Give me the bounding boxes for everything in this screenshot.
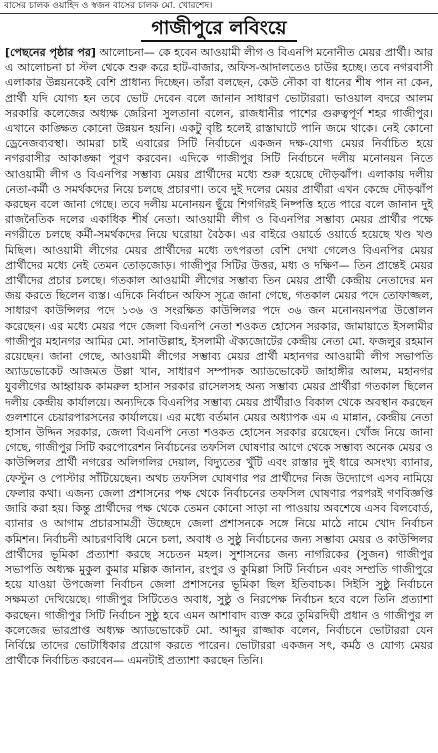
headline-container (0, 16, 438, 42)
continued-from-label: [পেছনের পৃষ্ঠার পর] (5, 46, 96, 59)
article-body (5, 45, 433, 745)
article-text: আলোচনা— কে হবেন আওয়ামী লীগ ও বিএনপি মনোনীত মেয়র প্রার্থী। আর এ আলোচনা চা স্টল থেকে শুরু করে হাট-বাজার, অফিস-আদালতেও চাউর হচ্ছে। তবে নগরবাসী এলাকার উন্নয়নকেই বেশি প্রাধান্য দিচ্ছেন। তাঁরা বলছেন, কেউ নৌকা বা ধানের শীষ পান না কেন, প্রার্থী যদি যোগ্য হন তবে ভোট দেবেন বলে জানান সাধারণ ভোটাররা। ভাওয়াল বদরে আলম সরকারি কলেজের অধ্যক্ষ জেরিনা সুলতানা বলেন, রাজধানীর পাশের গুরুত্বপূর্ণ শহর গাজীপুর। এখানে কাঙ্ক্ষিত কোনো উন্নয়ন হয়নি। একটু বৃষ্টি হলেই রাস্তাঘাটে পানি জমে থাকে। নেই কোনো ড্রেনেজব্যবস্থা। আমরা চাই এবারের সিটি নির্বাচনে একজন দক্ষ-যোগ্য মেয়র নির্বাচিত হয়ে নগরবাসীর আকাঙ্ক্ষা পূরণ করবেন। এদিকে গাজীপুর সিটি নির্বাচনে দলীয় মনোনয়ন নিতে আওয়ামী লীগ ও বিএনপির সম্ভাব্য মেয়র প্রার্থীদের মধ্যে শুরু হয়েছে দৌড়ঝাঁপ। এলাকায় দলীয় নেতা-কর্মী ও সমর্থকদের নিয়ে চলছে প্রচারণা। তবে দুই দলের মেয়র প্রার্থীরা এখন কেন্দ্রে দৌড়ঝাঁপ করছেন বলে জানা গেছে। তবে দলীয় মনোনয়ন ছুঁয়ে শিগগিরই নিষ্পত্তি হতে পারে বলে জানান দুই রাজনৈতিক দলের একাধিক শীর্ষ নেতা। আওয়ামী লীগ ও বিএনপির সম্ভাব্য মেয়র প্রার্থীর পক্ষে নগরীতে চলছে কর্মী-সমর্থকদের নিয়ে ঘরোয়া বৈঠক। এর বাইরে ওয়ার্ডে ওয়ার্ডে হয়েছে খণ্ড খণ্ড মিছিল। আওয়ামী লীগের মেয়র প্রার্থীদের মধ্যে তৎপরতা বেশি দেখা গেলেও বিএনপির মেয়র প্রার্থীদের মধ্যে নেই তেমন তোড়জোড়। গাজীপুর সিটির উত্তর, মধ্য ও দক্ষিণ— তিন প্রান্তেই মেয়র প্রার্থীদের প্রচার চলছে। গতকাল আওয়ামী লীগের সম্ভাব্য তিন মেয়র প্রার্থী কেন্দ্রীয় নেতাদের মন জয় করতে ছিলেন ব্যস্ত। এদিকে নির্বাচন অফিস সূত্রে জানা গেছে, গতকাল মেয়র পদে তোফাজ্জল, সাধারণ কাউন্সিলর পদে ১৩৬ ও সংরক্ষিত কাউন্সিলর পদে ৩৬ জন মনোনয়নপত্র উত্তোলন করেছেন। এর মধ্যে মেয়র পদে জেলা বিএনপি নেতা শওকত হোসেন সরকার, জামায়াতে ইসলামীর গাজীপুর মহানগর আমির মো. সানাউল্লাহ, ইসলামী ঐক্যজোটের কেন্দ্রীয় নেতা মো. ফজলুর রহমান রয়েছেন। জানা গেছে, আওয়ামী লীগের সম্ভাব্য মেয়র প্রার্থী মহানগর আওয়ামী লীগ সভাপতি অ্যাডভোকেট আজমত উল্লা খান, সাধারণ সম্পাদক অ্যাডভোকেট জাহাঙ্গীর আলম, মহানগর যুবলীগের আহ্বায়ক কামরুল হাসান সরকার রাসেলসহ অন্য সম্ভাব্য মেয়র প্রার্থীরা গতকাল ছিলেন দলীয় কেন্দ্রীয় কার্যালয়ে। অন্যদিকে বিএনপির সম্ভাব্য মেয়র প্রার্থীরাও বিকাল থেকে অবস্থান করছেন গুলশানে চেয়ারপারসনের কার্যালয়ে। এর মধ্যে বর্তমান মেয়র অধ্যাপক এম এ মান্নান, কেন্দ্রীয় নেতা হাসান উদ্দিন সরকার, জেলা বিএনপি নেতা শওকত হোসেন সরকার রয়েছেন। খোঁজ নিয়ে জানা গেছে, গাজীপুর সিটি করপোরেশন নির্বাচনের তফসিল ঘোষণার আগে থেকে সম্ভাব্য অনেক মেয়র ও কাউন্সিলর প্রার্থী নগরের অলিগলির দেয়াল, বিদ্যুতের খুঁটি এবং রাস্তার দুই ধারে অসংখ্য ব্যানার, ফেস্টুন ও পোস্টার সাঁটিয়েছেন। অথচ তফসিল ঘোষণার পর প্রার্থীদের নিজ উদ্যোগে এসব নামিয়ে ফেলার কথা। এজন্য জেলা প্রশাসনের পক্ষ থেকে নির্বাচনের তফসিল ঘোষণার পরপরই গণবিজ্ঞপ্তি জারি করা হয়। কিন্তু প্রার্থীদের পক্ষ থেকে তেমন কোনো সাড়া না পাওয়ায় অবশেষে এসব বিলবোর্ড, ব্যানার ও আগাম প্রচারসামগ্রী উচ্ছেদে জেলা প্রশাসনকে সঙ্গে নিয়ে মাঠে নামে খোদ নির্বাচন কমিশন। নির্বাচনী আচরণবিধি মেনে চলা, অবাধ ও সুষ্ঠু নির্বাচনের জন্য সম্ভাব্য মেয়র ও কাউন্সিলর প্রার্থীদের ভূমিকা প্রত্যাশা করছে সচেতন মহল। সুশাসনের জন্য নাগরিকের (সুজন) গাজীপুর সভাপতি অধ্যক্ষ মুকুল কুমার মল্লিক জানান, রংপুর ও কুমিল্লা সিটি নির্বাচন এবং সম্প্রতি গাজীপুরে হয়ে যাওয়া উপজেলা নির্বাচন জেলা প্রশাসনের ভূমিকা ছিল ইতিবাচক। সিইসি সুষ্ঠু নির্বাচনে সক্ষমতা দেখিয়েছে। গাজীপুর সিটিতেও অবাধ, সুষ্ঠু ও নিরপেক্ষ নির্বাচন হবে বলে তিনি প্রত্যাশা করছেন। গাজীপুর সিটি নির্বাচন সুষ্ঠু হবে এমন আশাবাদ ব্যক্ত করে তুমিরদিঘী প্রধান ও গাজীপুর ল কলেজের ভারপ্রাপ্ত অধ্যক্ষ অ্যাডভোকেট মো. আব্দুর রাজ্জাক বলেন, নির্বাচনে ভোটাররা যেন নির্বিঘ্নে তাদের ভোটাধিকার প্রয়োগ করতে পারেন। ভোটাররা একজন সৎ, কর্মঠ ও যোগ্য মেয়র প্রার্থীকে নির্বাচিত করবেন— এমনটাই প্রত্যাশা করছেন তিনি। (5, 46, 433, 668)
previous-article-strip: বাসের চালক ওয়াহিদ ও স্বজন বাসের চালক মো. খোরশেদ। (0, 0, 438, 14)
headline: গাজীপুরে লবিংয়ে (141, 16, 296, 42)
